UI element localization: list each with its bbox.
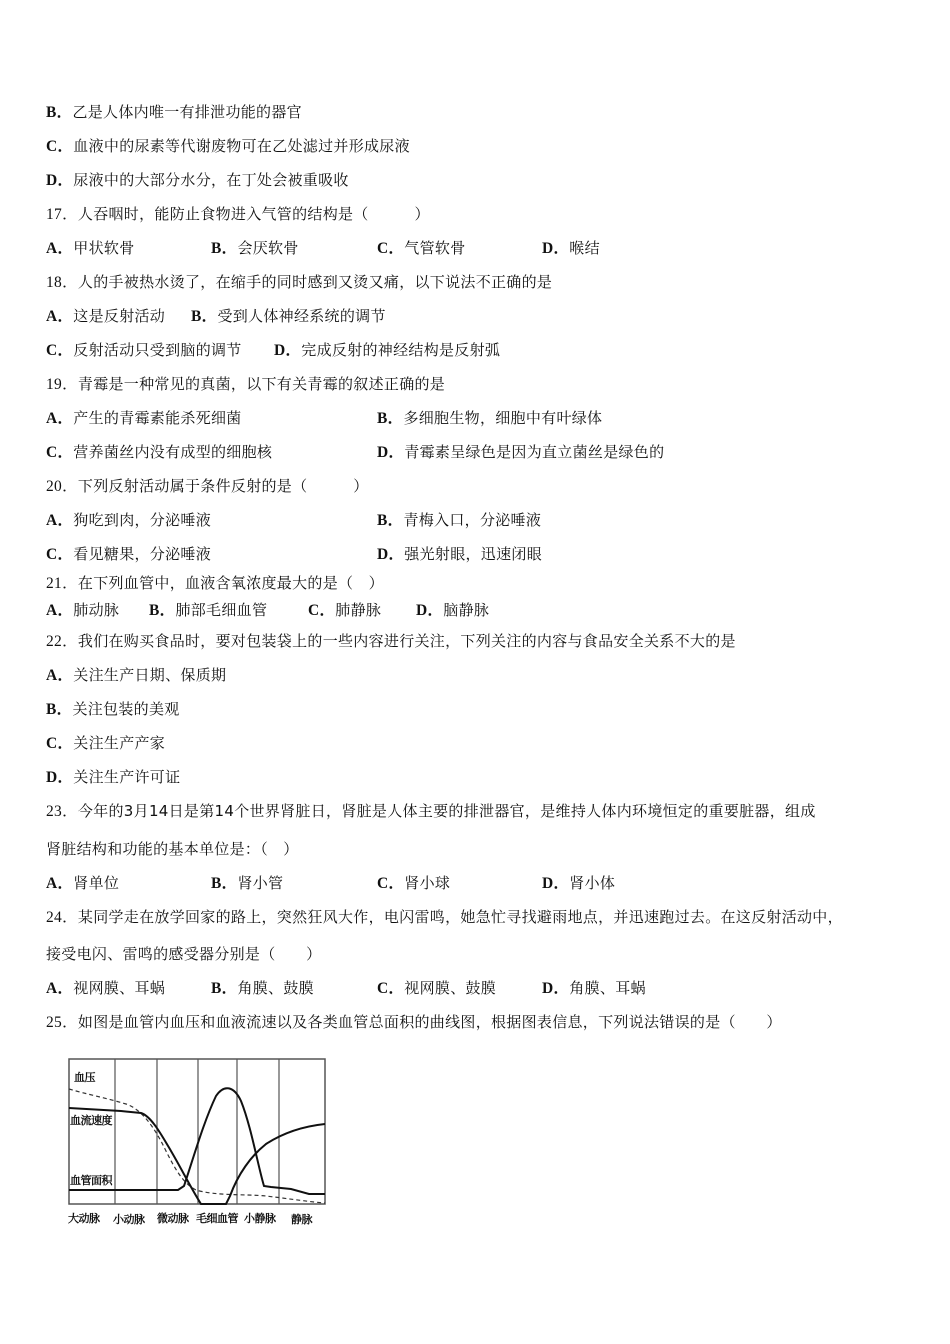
option-text: 多细胞生物，细胞中有叶绿体 [403, 409, 603, 427]
question-number: 25． [46, 1014, 78, 1031]
q20-options-row1 [46, 510, 906, 530]
question-text: 在下列血管中，血液含氧浓度最大的是（ ） [77, 574, 384, 592]
x-label-venule: 小静脉 [244, 1212, 276, 1225]
q19-stem [46, 374, 445, 395]
q20-option-b [377, 510, 541, 531]
option-text: 血液中的尿素等代谢废物可在乙处滤过并形成尿液 [73, 137, 410, 155]
option-text: 尿液中的大部分水分，在丁处会被重吸收 [73, 171, 349, 189]
q17-option-b [211, 238, 299, 259]
q21-stem [46, 573, 384, 594]
q24-option-c [377, 978, 496, 999]
velocity-label: 血流速度 [70, 1114, 112, 1127]
q23-option-a [46, 873, 119, 894]
q19-option-d [377, 442, 664, 463]
q24-option-a [46, 978, 165, 999]
option-text: 营养菌丝内没有成型的细胞核 [73, 443, 273, 461]
option-label: B． [211, 240, 238, 257]
q24-option-d [542, 978, 646, 999]
option-text: 肾小管 [237, 874, 284, 892]
question-number: 21． [46, 575, 78, 592]
q20-option-d [377, 544, 542, 565]
option-text: 肺动脉 [73, 601, 120, 619]
option-label: D． [542, 875, 570, 892]
q18-option-d [274, 340, 500, 361]
x-label-arteriole: 微动脉 [157, 1212, 189, 1225]
q21-options [46, 600, 906, 620]
q21-option-b [149, 600, 267, 621]
option-text: 会厌软骨 [237, 239, 299, 257]
option-label: C． [377, 240, 405, 257]
option-text: 肾小体 [569, 874, 616, 892]
q18-options-row2 [46, 340, 906, 360]
option-text: 狗吃到肉，分泌唾液 [73, 511, 211, 529]
option-label: A． [46, 308, 74, 325]
option-label: B． [149, 602, 176, 619]
chart-svg [66, 1056, 330, 1228]
question-number: 18． [46, 274, 78, 291]
option-label: C． [46, 735, 74, 752]
q21-option-c [308, 600, 381, 621]
option-label: A． [46, 980, 74, 997]
q23-option-b [211, 873, 283, 894]
x-label-small-artery: 小动脉 [113, 1213, 145, 1226]
question-text: 某同学走在放学回家的路上，突然狂风大作，电闪雷鸣，她急忙寻找避雨地点，并迅速跑过去。在这反射活动中， [77, 908, 843, 926]
option-text: 喉结 [569, 239, 600, 257]
option-label: D． [542, 980, 570, 997]
question-number: 22． [46, 633, 78, 650]
option-text: 肺静脉 [335, 601, 382, 619]
option-label: C． [377, 875, 405, 892]
q19-options-row1 [46, 408, 906, 428]
q20-options-row2 [46, 544, 906, 564]
q24-stem-line2 [46, 944, 321, 964]
option-text: 角膜、耳蜗 [569, 979, 646, 997]
option-text: 视网膜、鼓膜 [404, 979, 497, 997]
question-number: 17． [46, 206, 78, 223]
option-text: 甲状软骨 [73, 239, 135, 257]
q19-option-c [46, 442, 272, 463]
q19-option-b [377, 408, 602, 429]
q17-option-a [46, 238, 135, 259]
x-label-vein: 静脉 [291, 1213, 312, 1226]
option-label: B． [191, 308, 218, 325]
option-label: B． [377, 410, 404, 427]
option-text: 气管软骨 [404, 239, 466, 257]
option-label: D． [377, 546, 405, 563]
question-number: 24． [46, 909, 78, 926]
option-text: 肾单位 [73, 874, 120, 892]
category-dividers [115, 1059, 279, 1204]
option-label: A． [46, 410, 74, 427]
option-label: C． [377, 980, 405, 997]
q17-option-d [542, 238, 600, 259]
option-label: D． [542, 240, 570, 257]
q22-stem [46, 631, 736, 652]
q25-stem [46, 1012, 782, 1033]
option-text: 这是反射活动 [73, 307, 166, 325]
option-label: A． [46, 240, 74, 257]
q20-option-c [46, 544, 211, 565]
option-text: 产生的青霉素能杀死细菌 [73, 409, 242, 427]
q19-option-a [46, 408, 242, 429]
option-label: B． [211, 875, 238, 892]
option-text: 关注生产许可证 [73, 768, 181, 786]
option-text: 肺部毛细血管 [175, 601, 268, 619]
area-label: 血管面积 [70, 1174, 112, 1187]
q23-option-c [377, 873, 450, 894]
option-label: B． [377, 512, 404, 529]
option-text: 受到人体神经系统的调节 [217, 307, 386, 325]
q18-option-a [46, 306, 165, 327]
q18-options-row1 [46, 306, 906, 326]
question-text: 青霉是一种常见的真菌，以下有关青霉的叙述正确的是 [77, 375, 446, 393]
question-text: 接受电闪、雷鸣的感受器分别是（ ） [46, 945, 322, 963]
q22-option-b [46, 699, 180, 720]
option-text: 角膜、鼓膜 [237, 979, 314, 997]
question-text: 我们在购买食品时，要对包装袋上的一些内容进行关注，下列关注的内容与食品安全关系不大的是 [77, 632, 736, 650]
q18-stem [46, 272, 552, 293]
q20-stem [46, 476, 369, 497]
option-label: A． [46, 602, 74, 619]
option-text: 关注生产产家 [73, 734, 166, 752]
x-label-capillary: 毛细血管 [196, 1212, 238, 1225]
q20-option-a [46, 510, 211, 531]
option-label: C． [46, 342, 74, 359]
option-text: 视网膜、耳蜗 [73, 979, 166, 997]
question-text: 人的手被热水烫了，在缩手的同时感到又烫又痛，以下说法不正确的是 [77, 273, 553, 291]
q21-option-a [46, 600, 119, 621]
option-label: D． [46, 172, 74, 189]
question-text: 下列反射活动属于条件反射的是（ ） [77, 477, 369, 495]
option-text: 关注生产日期、保质期 [73, 666, 227, 684]
q24-option-b [211, 978, 314, 999]
q23-options [46, 873, 906, 893]
option-text: 强光射眼，迅速闭眼 [404, 545, 542, 563]
option-label: D． [46, 769, 74, 786]
q23-stem-line2 [46, 839, 299, 859]
option-label: A． [46, 512, 74, 529]
q16-option-d [46, 170, 349, 191]
option-label: A． [46, 667, 74, 684]
option-text: 关注包装的美观 [72, 700, 180, 718]
q24-options [46, 978, 906, 998]
option-label: D． [274, 342, 302, 359]
option-label: A． [46, 875, 74, 892]
question-text: 如图是血管内血压和血液流速以及各类血管总面积的曲线图，根据图表信息，下列说法错误的是（ ） [77, 1013, 782, 1031]
question-text: 肾脏结构和功能的基本单位是：（ ） [46, 840, 299, 858]
option-text: 反射活动只受到脑的调节 [73, 341, 242, 359]
question-number: 19． [46, 376, 78, 393]
option-label: B． [211, 980, 238, 997]
q22-option-c [46, 733, 165, 754]
option-text: 青梅入口，分泌唾液 [403, 511, 542, 529]
q21-option-d [416, 600, 489, 621]
question-text: 人吞咽时，能防止食物进入气管的结构是（ ） [77, 205, 430, 223]
q18-option-c [46, 340, 242, 361]
option-label: C． [46, 546, 74, 563]
option-text: 乙是人体内唯一有排泄功能的器官 [72, 103, 302, 121]
option-label: D． [377, 444, 405, 461]
q23-option-d [542, 873, 615, 894]
question-number: 20． [46, 478, 78, 495]
q18-option-b [191, 306, 386, 327]
q16-option-b [46, 102, 302, 123]
x-label-aorta: 大动脉 [68, 1212, 100, 1225]
q16-option-c [46, 136, 410, 157]
q24-stem-line1 [46, 907, 843, 928]
option-label: B． [46, 104, 73, 121]
q17-options [46, 238, 906, 258]
q22-option-d [46, 767, 180, 788]
option-text: 脑静脉 [443, 601, 490, 619]
option-label: C． [46, 138, 74, 155]
option-label: C． [46, 444, 74, 461]
q17-option-c [377, 238, 466, 259]
q23-stem-line1 [46, 801, 816, 822]
option-label: C． [308, 602, 336, 619]
option-label: B． [46, 701, 73, 718]
pressure-label: 血压 [74, 1071, 95, 1084]
blood-vessel-chart [66, 1056, 330, 1228]
question-number: 23． [46, 803, 78, 820]
question-text: 今年的3月14日是第14个世界肾脏日，肾脏是人体主要的排泄器官，是维持人体内环境恒定的重要脏器，组成 [77, 802, 816, 820]
q22-option-a [46, 665, 226, 686]
option-text: 肾小球 [404, 874, 451, 892]
option-text: 看见糖果，分泌唾液 [73, 545, 211, 563]
option-text: 完成反射的神经结构是反射弧 [301, 341, 501, 359]
option-text: 青霉素呈绿色是因为直立菌丝是绿色的 [404, 443, 665, 461]
q19-options-row2 [46, 442, 906, 462]
q17-stem [46, 204, 430, 225]
option-label: D． [416, 602, 444, 619]
